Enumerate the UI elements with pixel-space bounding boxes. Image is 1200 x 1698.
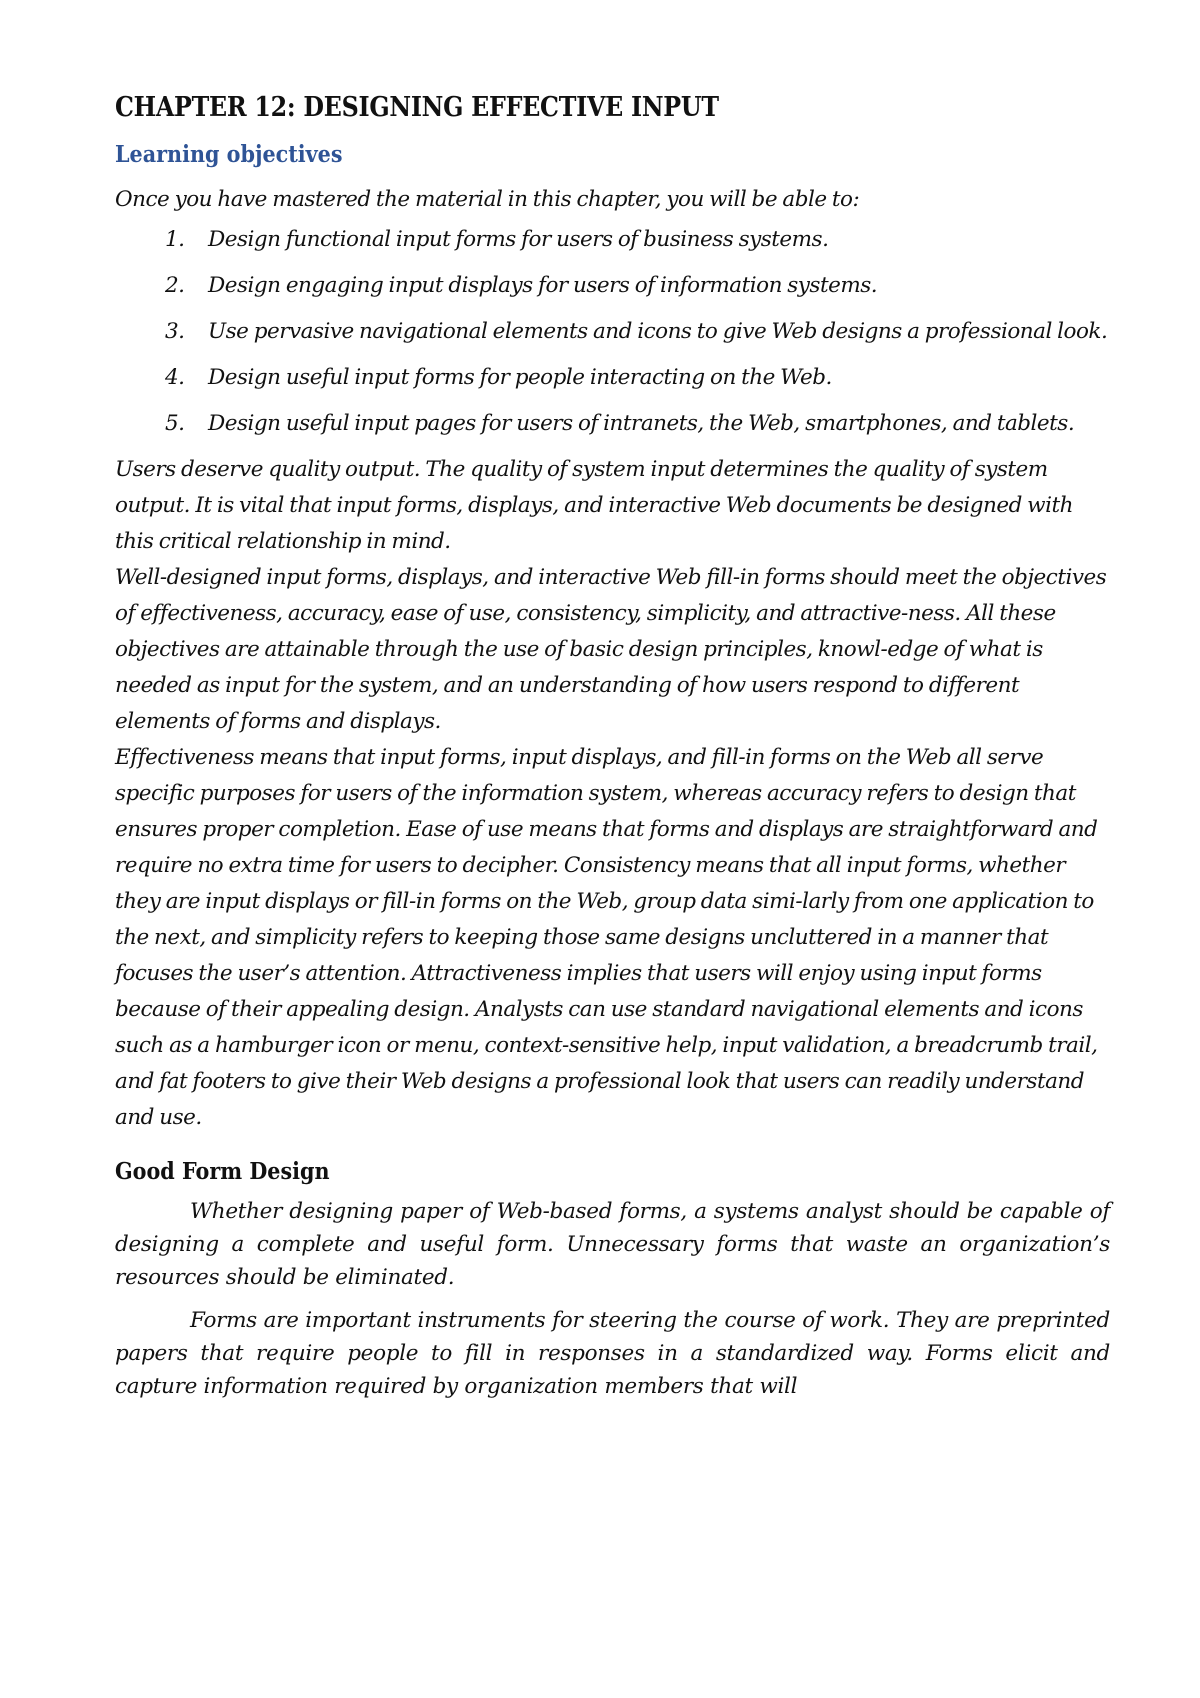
body-paragraph: Whether designing paper of Web-based forms, a systems analyst should be capable of designing a complete and useful form. Unnecessary forms that waste an organization’s resources should be eliminated. (115, 1199, 1110, 1290)
objectives-list (115, 222, 1110, 442)
list-item-text: Design useful input pages for users of intranets, the Web, smartphones, and tablets. (208, 411, 1075, 436)
body-paragraph: Effectiveness means that input forms, input displays, and fill-in forms on the Web all serve specific purposes for users of the information system, whereas accuracy refers to design that ensures proper completion. Ease of use means that forms and displays are straightforward and require no extra time for users to decipher. Consistency means that all input forms, whether they are input displays or fill-in forms on the Web, group data simi-larly from one application to the next, and simplicity refers to keeping those same designs uncluttered in a manner that focuses the user’s attention. Attractiveness implies that users will enjoy using input forms because of their appealing design. Analysts can use standard navigational elements and icons such as a hamburger icon or menu, context-sensitive help, input validation, a breadcrumb trail, and fat footers to give their Web designs a professional look that users can readily understand and use. (115, 745, 1098, 1130)
page-content (115, 92, 1110, 1413)
list-item-text: Design engaging input displays for users of information systems. (208, 273, 878, 298)
list-number: 1. (165, 227, 185, 252)
list-item (165, 222, 1110, 258)
list-item (165, 406, 1110, 442)
list-number: 3. (165, 319, 185, 344)
objectives-intro: Once you have mastered the material in this chapter, you will be able to: (115, 187, 860, 212)
list-item (165, 360, 1110, 396)
list-item (165, 268, 1110, 304)
body-paragraph: Forms are important instruments for steering the course of work. They are preprinted papers that require people to fill in responses in a standardized way. Forms elicit and capture information required by organization members that will (115, 1308, 1110, 1399)
list-number: 5. (165, 411, 185, 436)
chapter-title: CHAPTER 12: DESIGNING EFFECTIVE INPUT (115, 92, 719, 123)
learning-objectives-heading: Learning objectives (115, 141, 343, 168)
list-item-text: Use pervasive navigational elements and icons to give Web designs a professional look. (208, 319, 1108, 344)
list-item-text: Design useful input forms for people interacting on the Web. (208, 365, 832, 390)
list-number: 4. (165, 365, 185, 390)
body-paragraph: Well-designed input forms, displays, and interactive Web fill-in forms should meet the objectives of effectiveness, accuracy, ease of use, consistency, simplicity, and attractive-ness. All these objectives are attainable through the use of basic design principles, knowl-edge of what is needed as input for the system, and an understanding of how users respond to different elements of forms and displays. (115, 565, 1107, 734)
body-paragraph: Users deserve quality output. The quality of system input determines the quality of system output. It is vital that input forms, displays, and interactive Web documents be designed with this critical relationship in mind. (115, 457, 1073, 554)
list-item (165, 314, 1110, 350)
list-item-text: Design functional input forms for users of business systems. (208, 227, 829, 252)
list-number: 2. (165, 273, 185, 298)
good-form-design-heading: Good Form Design (115, 1158, 330, 1185)
